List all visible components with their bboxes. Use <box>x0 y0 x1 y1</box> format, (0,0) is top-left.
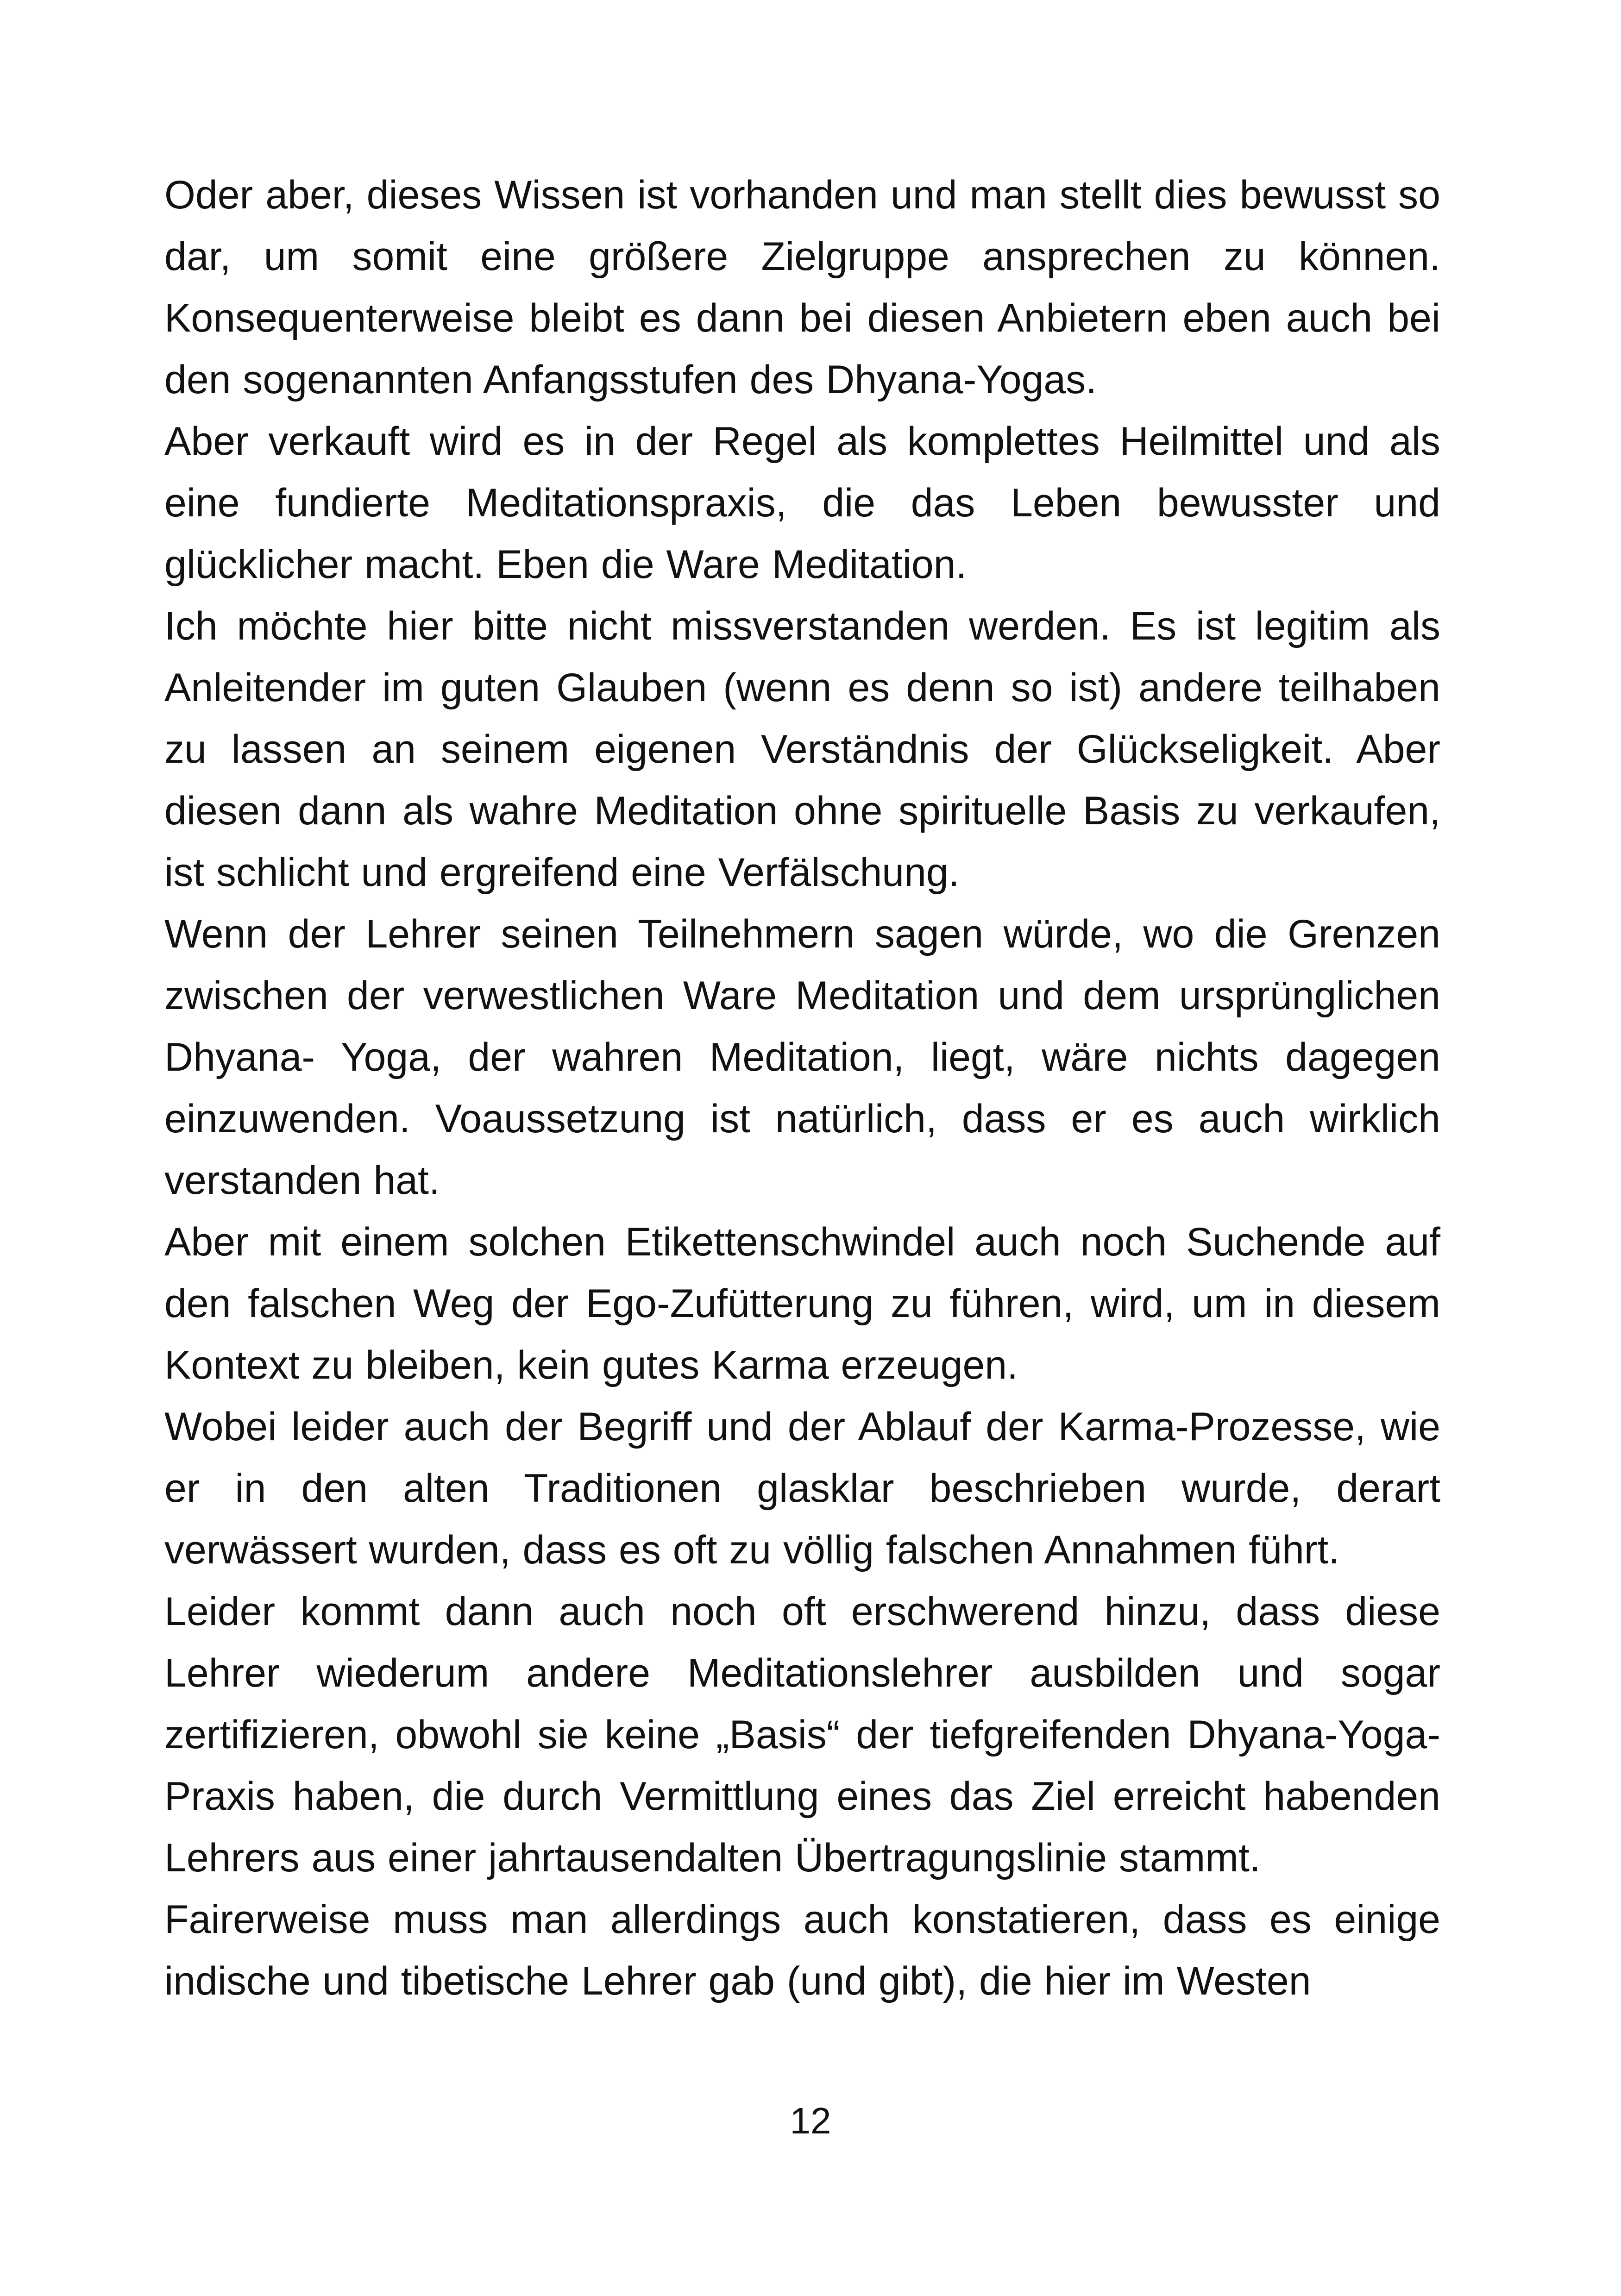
paragraph: Aber mit einem solchen Etikettenschwindel auch noch Suchende auf den falschen Weg der Ego-Zufütterung zu führen, wird, um in diesem Kontext zu bleiben, kein gutes Karma erzeugen. <box>164 1220 1440 1387</box>
paragraph: Aber verkauft wird es in der Regel als komplettes Heilmittel und als eine fundierte Meditationspraxis, die das Leben bewusster und glücklicher macht. Eben die Ware Meditation. <box>164 419 1440 587</box>
paragraph: Oder aber, dieses Wissen ist vorhanden und man stellt dies bewusst so dar, um somit eine größere Zielgruppe ansprechen zu können. Konsequenterweise bleibt es dann bei diesen Anbietern eben auch bei den sogenannten Anfangsstufen des Dhyana-Yogas. <box>164 173 1440 402</box>
paragraph: Ich möchte hier bitte nicht missverstanden werden. Es ist legitim als Anleitender im guten Glauben (wenn es denn so ist) andere teilhaben zu lassen an seinem eigenen Verständnis der Glückseligkeit. Aber diesen dann als wahre Meditation ohne spirituelle Basis zu verkaufen, ist schlicht und ergreifend eine Verfälschung. <box>164 604 1440 895</box>
paragraph: Fairerweise muss man allerdings auch konstatieren, dass es einige indische und tibetische Lehrer gab (und gibt), die hier im Westen <box>164 1897 1440 2003</box>
paragraph: Wobei leider auch der Begriff und der Ablauf der Karma-Prozesse, wie er in den alten Traditionen glasklar beschrieben wurde, derart verwässert wurden, dass es oft zu völlig falschen Annahmen führt. <box>164 1405 1440 1572</box>
paragraph: Leider kommt dann auch noch oft erschwerend hinzu, dass diese Lehrer wiederum andere Meditationslehrer ausbilden und sogar zertifizieren, obwohl sie keine „Basis“ der tiefgreifenden Dhyana-Yoga-Praxis haben, die durch Vermittlung eines das Ziel erreicht habenden Lehrers aus einer jahrtausendalten Übertragungslinie stammt. <box>164 1589 1440 1880</box>
page-number: 12 <box>790 2100 831 2141</box>
body-text <box>164 164 1440 2012</box>
paragraph: Wenn der Lehrer seinen Teilnehmern sagen würde, wo die Grenzen zwischen der verwestlichen Ware Meditation und dem ursprünglichen Dhyana- Yoga, der wahren Meditation, liegt, wäre nichts dagegen einzuwenden. Voaussetzung ist natürlich, dass er es auch wirklich verstanden hat. <box>164 912 1440 1203</box>
